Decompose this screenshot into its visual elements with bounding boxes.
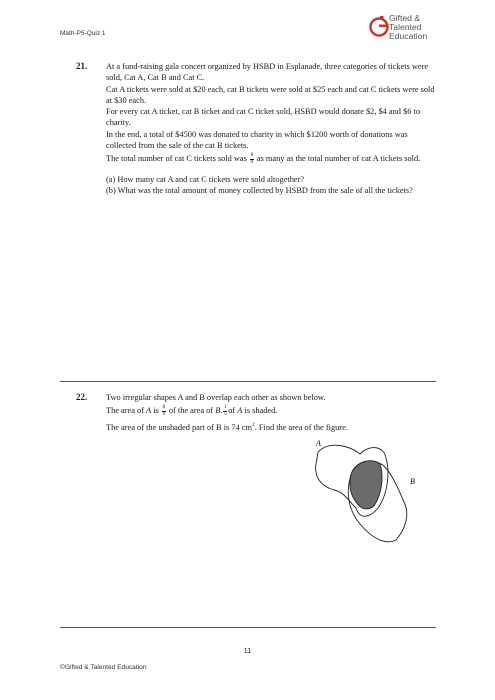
shaded-overlap bbox=[350, 461, 382, 509]
logo-line-3: Education bbox=[389, 31, 428, 41]
fraction-one-fifth: $\frac{1}{5}$ bbox=[223, 404, 227, 418]
q21-paragraph-4: In the end, a total of $4500 was donated to charity in which $1200 worth of donations was collected from the sale of the cat B tickets. bbox=[106, 129, 408, 151]
page-number: 11 bbox=[243, 646, 252, 655]
shape-label-a: A bbox=[316, 439, 321, 448]
q21-part-a: (a) How many cat A and cat C tickets were sold altogether? bbox=[106, 174, 305, 184]
quiz-label: Math-P5-Quiz 1 bbox=[60, 30, 106, 37]
question-21-number: 21. bbox=[76, 61, 88, 71]
logo bbox=[368, 12, 448, 44]
logo-line-1: Gifted & bbox=[389, 13, 421, 23]
copyright-text: ©Gifted & Talented Education bbox=[60, 664, 147, 671]
q22-line-2: The area of A is $\frac{8}{9}$ of the area of B. $\frac{1}{5}$ of A is shaded. bbox=[106, 404, 278, 418]
overlapping-shapes-figure bbox=[300, 432, 430, 552]
question-22-text bbox=[106, 392, 436, 433]
q21-paragraph-1: At a fund-raising gala concert organized by HSBD in Esplanade, three categories of tickets were sold, Cat A, Cat B and Cat C. bbox=[106, 62, 429, 83]
question-22-number: 22. bbox=[76, 392, 88, 402]
q21-part-b: (b) What was the total amount of money collected by HSBD from the sale of all the tickets? bbox=[106, 186, 413, 196]
q22-line-1: Two irregular shapes A and B overlap each other as shown below. bbox=[106, 393, 326, 402]
logo-line-2: Talented bbox=[389, 22, 422, 32]
bottom-divider bbox=[60, 627, 436, 628]
logo-mark-icon bbox=[368, 14, 390, 40]
question-21-text bbox=[106, 61, 436, 197]
q21-paragraph-3: For every cat A ticket, cat B ticket and cat C ticket sold, HSBD would donate $2, $4 and $6 to charity. bbox=[106, 107, 420, 128]
q22-line-3: The area of the unshaded part of B is 74 $cm^2$. Find the area of the figure. bbox=[106, 421, 348, 432]
fraction-eight-ninths: $\frac{8}{9}$ bbox=[250, 152, 254, 166]
q21-paragraph-2: Cat A tickets were sold at $20 each, cat B tickets were sold at $25 each and cat C tickets were sold at $30 each. bbox=[106, 84, 435, 105]
q21-paragraph-5: The total number of cat C tickets sold was $\frac{8}{9}$ as many as the total number of cat A tickets sold. bbox=[106, 152, 421, 166]
shape-label-b: B bbox=[410, 477, 415, 486]
section-divider bbox=[60, 381, 436, 382]
fraction-eight-ninths: $\frac{8}{9}$ bbox=[162, 404, 166, 418]
